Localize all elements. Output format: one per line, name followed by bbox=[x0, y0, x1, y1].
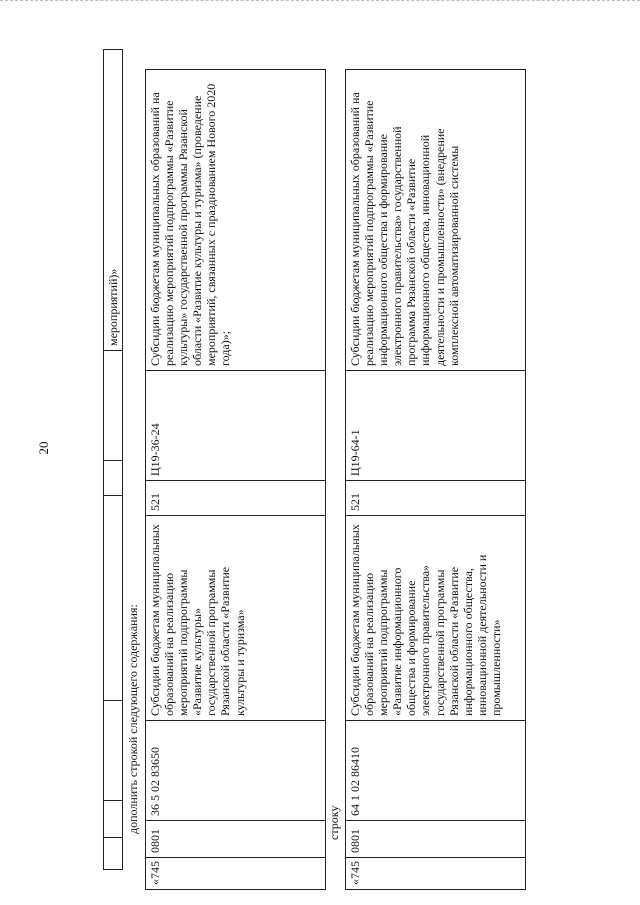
replaced-row-table bbox=[345, 69, 526, 890]
ministry-code-cell: «745 bbox=[146, 858, 326, 890]
activity-cell: мероприятий)» bbox=[104, 50, 123, 351]
table-row bbox=[104, 50, 123, 870]
section-code-cell: 0801 bbox=[146, 821, 326, 858]
expense-type-cell: 521 bbox=[146, 481, 326, 516]
description-cell: Субсидии бюджетам муниципальных образований на реализацию мероприятий подпрограммы «Развитие культуры» государственной программы Рязанской области «Развитие культуры и туризма» bbox=[146, 516, 326, 721]
table-row bbox=[346, 70, 526, 890]
section-code-cell: 0801 bbox=[346, 821, 526, 858]
table-cell bbox=[104, 838, 123, 870]
instruction-add-row: дополнить строкой следующего содержания: bbox=[126, 604, 140, 834]
table-row bbox=[146, 70, 326, 890]
rotated-page-content bbox=[95, 40, 545, 900]
code-cell: Ц19-36-24 bbox=[146, 371, 326, 481]
previous-table-end bbox=[103, 49, 123, 870]
added-row-table bbox=[145, 69, 326, 890]
code-cell: Ц19-64-1 bbox=[346, 371, 526, 481]
scan-edge bbox=[0, 0, 640, 1]
page-number: 20 bbox=[36, 441, 51, 455]
description-cell: Субсидии бюджетам муниципальных образований на реализацию мероприятий подпрограммы «Развитие информационного общества и формирование электронного правительства» государственной программы Рязанской области «Развитие информационного общества, инновационной деятельности и промышленности» bbox=[346, 516, 526, 721]
target-article-cell: 36 5 02 83650 bbox=[146, 721, 326, 821]
activity-cell: Субсидии бюджетам муниципальных образований на реализацию мероприятий подпрограммы «Развитие культуры» государственной программы Рязанской области «Развитие культуры и туризма» (проведение мероприятий, связанных с празднованием Нового 2020 года)»; bbox=[146, 70, 326, 371]
table-cell bbox=[104, 351, 123, 461]
target-article-cell: 64 1 02 86410 bbox=[346, 721, 526, 821]
table-cell bbox=[104, 461, 123, 496]
activity-cell: Субсидии бюджетам муниципальных образований на реализацию мероприятий подпрограммы «Развитие информационного общества и формирование электронного правительства» государственной программа Рязанской области «Развитие информационного общества, инновационной деятельности и промышленности» (внедрение комплексной автоматизированной системы bbox=[346, 70, 526, 371]
ministry-code-cell: «745 bbox=[346, 858, 526, 890]
expense-type-cell: 521 bbox=[346, 481, 526, 516]
table-cell bbox=[104, 701, 123, 801]
table-cell bbox=[104, 496, 123, 701]
instruction-row: строку bbox=[327, 805, 341, 840]
table-cell bbox=[104, 801, 123, 838]
